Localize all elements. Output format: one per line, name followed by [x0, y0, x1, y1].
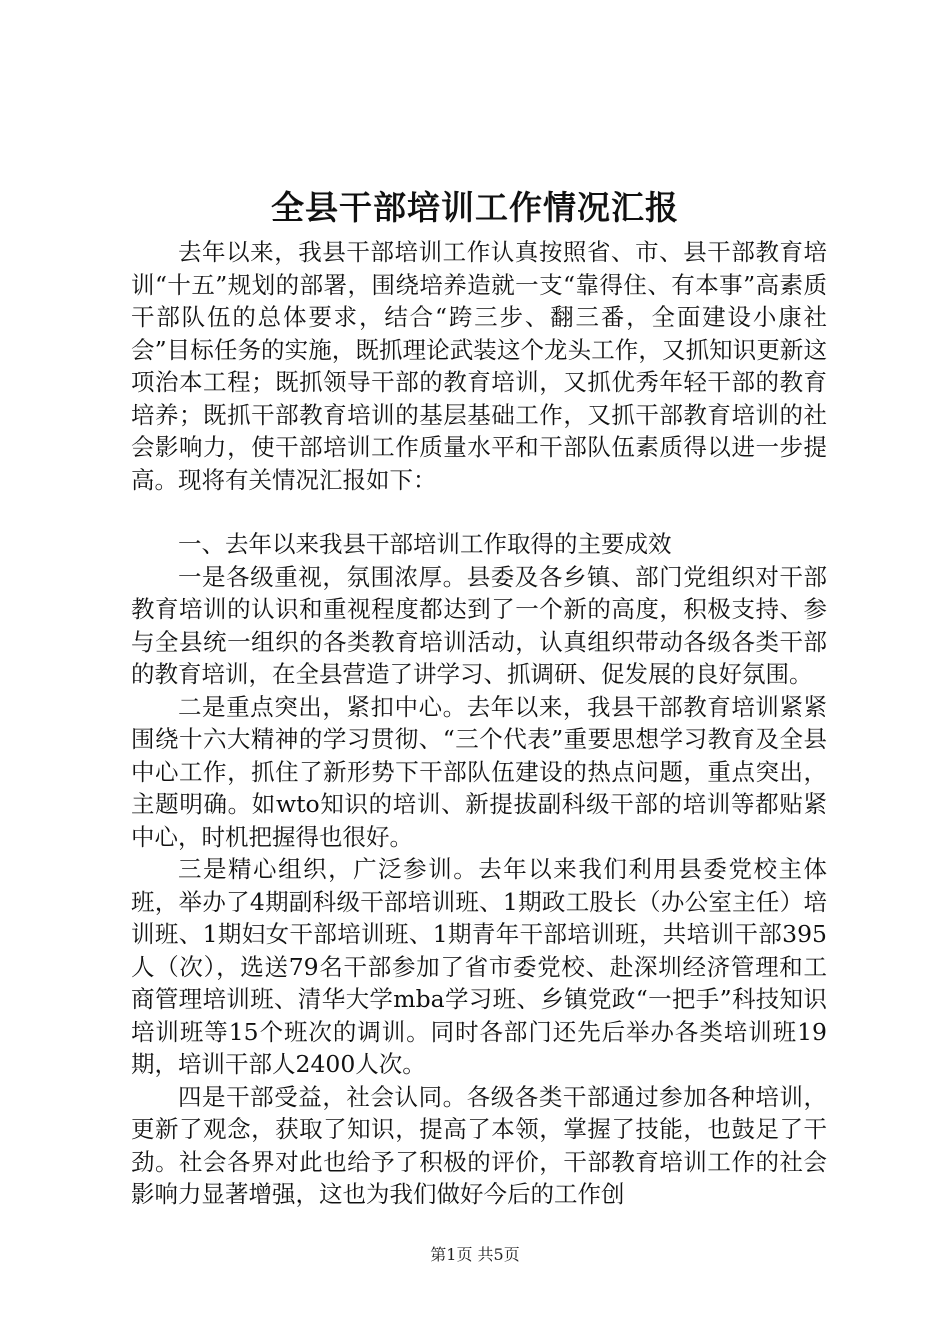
body-paragraph: 二是重点突出，紧扣中心。去年以来，我县干部教育培训紧紧围绕十六大精神的学习贯彻、“三个代表”重要思想学习教育及全县中心工作，抓住了新形势下干部队伍建设的热点问题，重点突出，主题明确。如wto知识的培训、新提拔副科级干部的培训等都贴紧中心，时机把握得也很好。: [131, 692, 827, 851]
body-paragraph: 四是干部受益，社会认同。各级各类干部通过参加各种培训，更新了观念，获取了知识，提高了本领，掌握了技能，也鼓足了干劲。社会各界对此也给予了积极的评价，干部教育培训工作的社会影响力显著增强，这也为我们做好今后的工作创: [131, 1082, 827, 1208]
page-number-footer: 第1页 共5页: [430, 1245, 520, 1264]
body-paragraph: 三是精心组织，广泛参训。去年以来我们利用县委党校主体班，举办了4期副科级干部培训班、1期政工股长（办公室主任）培训班、1期妇女干部培训班、1期青年干部培训班，共培训干部395人（次），选送79名干部参加了省市委党校、赴深圳经济管理和工商管理培训班、清华大学mba学习班、乡镇党政“一把手”科技知识培训班等15个班次的调训。同时各部门还先后举办各类培训班19期，培训干部人2400人次。: [131, 855, 827, 1078]
section-heading: 一、去年以来我县干部培训工作取得的主要成效: [178, 530, 672, 558]
document-title: 全县干部培训工作情况汇报: [271, 188, 679, 227]
intro-paragraph: 去年以来，我县干部培训工作认真按照省、市、县干部教育培训“十五”规划的部署，围绕培养造就一支“靠得住、有本事”高素质干部队伍的总体要求，结合“跨三步、翻三番，全面建设小康社会”目标任务的实施，既抓理论武装这个龙头工作，又抓知识更新这项治本工程；既抓领导干部的教育培训，又抓优秀年轻干部的教育培养；既抓干部教育培训的基层基础工作，又抓干部教育培训的社会影响力，使干部培训工作质量水平和干部队伍素质得以进一步提高。现将有关情况汇报如下：: [131, 238, 827, 494]
body-paragraph: 一是各级重视，氛围浓厚。县委及各乡镇、部门党组织对干部教育培训的认识和重视程度都达到了一个新的高度，积极支持、参与全县统一组织的各类教育培训活动，认真组织带动各级各类干部的教育培训，在全县营造了讲学习、抓调研、促发展的良好氛围。: [131, 562, 827, 688]
document-body: [131, 236, 827, 1211]
